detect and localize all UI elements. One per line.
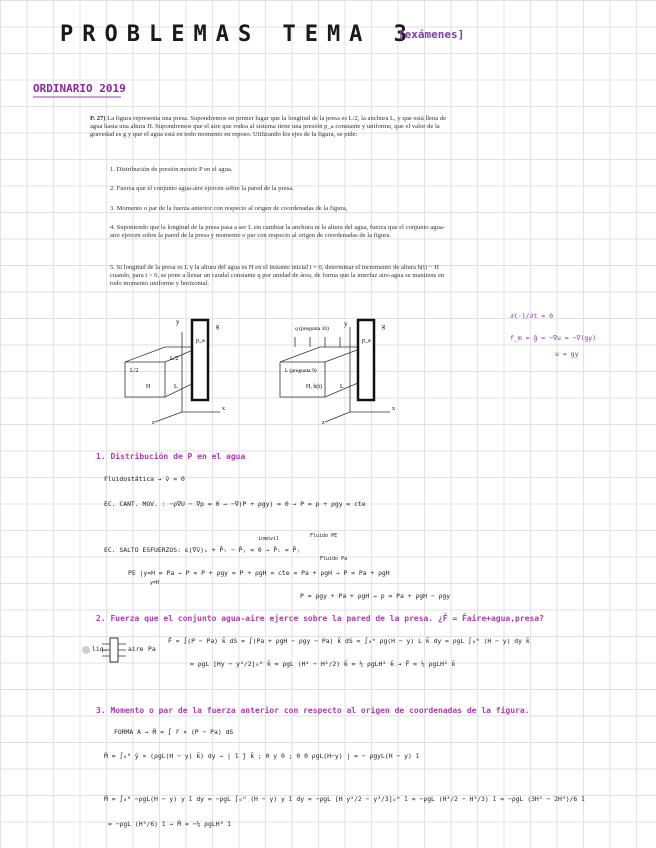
solution-3-line-3: M̄ = ∫₀ᴴ −ρgL(H − y) y ī dy = −ρgL ∫₀ᴴ (H − y) y ī dy = −ρgL [H y²/2 − y³/3]₀ᴴ ī = −ρgL (H³/2 − H³/3) ī = −ρgL (3H³ − 2H³)/6 ī	[104, 795, 585, 803]
fig-left-length-2: L/2	[170, 356, 179, 362]
solution-3-line-1: FORMA A → M̄ = ∫ r̄ × (P − Pa) dS	[114, 728, 234, 736]
page-title: PROBLEMAS TEMA 3	[60, 22, 416, 47]
solution-3-line-2: M̄ = ∫₀ᴴ ȳ × (ρgL(H − y) k̄) dy → | ī j̄ k̄ ; 0 y 0 ; 0 0 ρgL(H−y) | = − ρgyL(H − y) ī	[104, 752, 420, 760]
problem-label: P. 27)	[90, 115, 106, 122]
problem-item-2: 2. Fuerza que el conjunto agua-aire ejercen sobre la pared de la presa.	[110, 185, 294, 192]
fig-right-x: x	[392, 406, 395, 412]
solution-1-label-inmovil: inmóvil	[258, 536, 280, 542]
solution-1-title: 1. Distribución de P en el agua	[96, 452, 246, 461]
problem-item-4: 4. Suponiendo que la longitud de la presa pasa a ser L sin cambiar la anchura ni la altura del agua, fuerza que el conjunto agua-aire ejercen sobre la pared de la presa y momento o par con respecto al origen de coordenadas de la figura.	[110, 224, 445, 240]
fig-left-length: L/2	[130, 368, 139, 374]
page-subtitle: [exámenes]	[398, 28, 465, 41]
solution-1-line-1: Fluidostática → v̄ = 0	[104, 475, 185, 483]
solution-1-line-2: EC. CANT. MOV. : −ρ∇U − ∇p = 0 → −∇(P + ρgy) = 0 → P = p + ρgy = cte	[104, 500, 366, 508]
problem-item-5: 5. Si longitud de la presa es L y la altura del agua es H en el instante inicial t = 0, determinar el incremento de altura h(t) − H cuando, para t > 0, se pone a llenar un caudal constante q por unidad de área, de forma que la interfaz aire-agua se mantiene en todo momento uniforme y horizontal.	[110, 264, 445, 288]
side-note-steady: ∂(·)/∂t = 0	[510, 312, 554, 320]
solution-3-line-4: = −ρgL (H³/6) ī → M̄ = −⅙ ρgLH³ ī	[108, 820, 232, 828]
solution-1-label-yh: y=H	[150, 580, 160, 586]
fig-right-g: g	[382, 324, 385, 330]
fig-right-y: y	[344, 320, 348, 328]
fig-left-pa: p_a	[196, 338, 205, 344]
fig-right-length: L (pregunta 9)	[285, 368, 317, 374]
fig-left-z: z	[152, 420, 155, 426]
fig-right-q: q (pregunta 10)	[295, 326, 329, 332]
fig-left-x: x	[222, 406, 225, 412]
solution-1-line-5: P = ρgy + Pa + ρgH → p = Pa + ρgH − ρgy	[300, 592, 451, 600]
section-underline	[33, 96, 121, 98]
fig-right-h: H, h(t)	[306, 384, 322, 390]
solution-2-line-1: F̄ = ∫(P − Pa) k̄ dS = ∫(Pa + ρgH − ρgy − Pa) k̄ dS = ∫₀ᴴ ρg(H − y) L k̄ dy = ρgL ∫₀ᴴ (H − y) dy k̄	[168, 637, 530, 645]
fig-left-y: y	[176, 318, 180, 326]
solution-3-title: 3. Momento o par de la fuerza anterior con respecto al origen de coordenadas de la figura.	[96, 706, 530, 715]
solution-1-label-fluido-pa: Fluido Pa	[320, 556, 348, 562]
fig-right-width: L	[340, 384, 344, 390]
solution-2-title: 2. Fuerza que el conjunto agua-aire ejerce sobre la pared de la presa. ¿F̄ = F̄aire+agua,presa?	[96, 614, 544, 623]
wall-sketch-pa-label: Pa	[148, 645, 156, 653]
solution-1-line-3: EC. SALTO ESFUERZOS: ε(∇v̄)ₛ + P̄ₗ − P̄ⱼ = 0 → P̄ₗ = P̄ⱼ	[104, 546, 301, 554]
fig-left-width: L	[174, 384, 178, 390]
problem-statement	[90, 115, 452, 140]
fig-right-pa: p_a	[362, 338, 371, 344]
wall-sketch-liquid-label: liq.	[92, 645, 108, 653]
section-heading: ORDINARIO 2019	[33, 82, 126, 95]
solution-1-line-4: PE |y=H = Pa → P = P + ρgy = P + ρgH = cte = Pa + ρgH → P = Pa + ρgH	[128, 569, 390, 577]
side-note-body-force: f_m = ḡ = −∇u = −∇(gy)	[510, 334, 597, 342]
dam-figure	[110, 312, 455, 427]
wall-sketch-air-label: aire	[128, 645, 144, 653]
solution-1-label-fluido-pe: Fluido PE	[310, 533, 338, 539]
solution-2-line-2: = ρgL [Hy − y²/2]₀ᴴ k̄ = ρgL (H² − H²/2) k̄ = ½ ρgLH² k̄ → F̄ = ½ ρgLH² k̄	[190, 660, 456, 668]
fig-left-h: H	[146, 384, 151, 390]
problem-item-1: 1. Distribución de presión motriz P en el agua.	[110, 166, 233, 173]
problem-item-3: 3. Momento o par de la fuerza anterior con respecto al origen de coordenadas de la figura,	[110, 205, 348, 212]
fig-right-z: z	[322, 420, 325, 426]
fig-left-g: g	[216, 324, 219, 330]
side-note-potential: u = gy	[555, 350, 579, 358]
problem-text: La figura representa una presa. Supondremos en primer lugar que la longitud de la presa es L/2, la anchura L, y que está llena de agua hasta una altura H. Supondremos que el aire que rodea al sistema tiene una presión p_a constante y uniforme, que el valor de la gravedad es g y que el agua está en todo momento en reposo. Utilizando los ejes de la figura, se pide:	[90, 115, 447, 139]
